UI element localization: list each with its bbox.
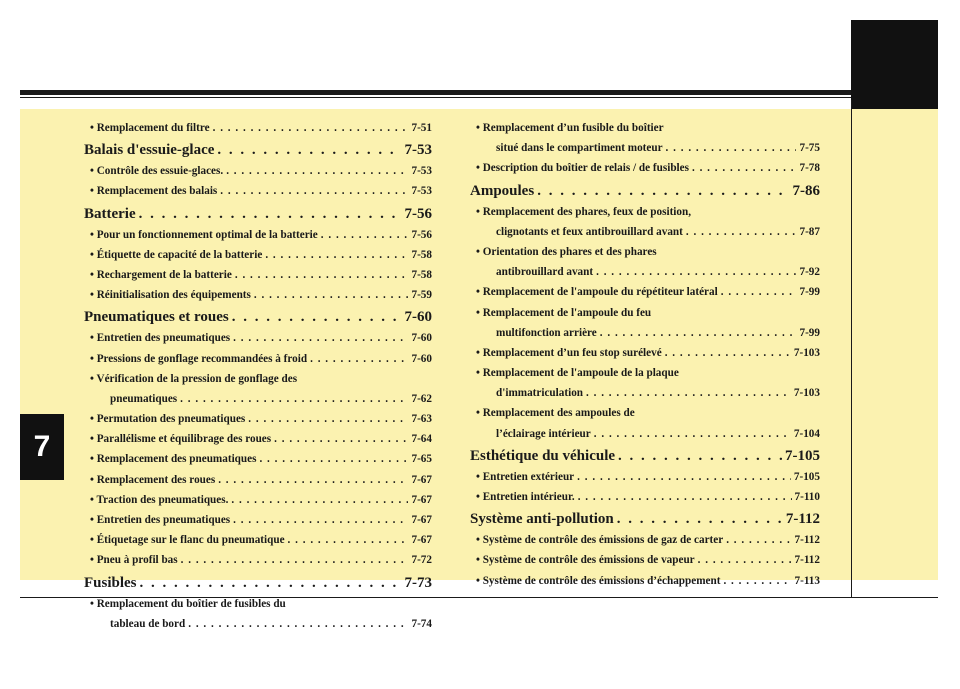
toc-entry-title: situé dans le compartiment moteur xyxy=(496,142,663,155)
chapter-tab: 7 xyxy=(20,414,64,480)
dot-leader xyxy=(721,287,797,298)
toc-page-number: 7-99 xyxy=(799,286,820,299)
toc-entry[interactable] xyxy=(470,247,820,267)
toc-page-number: 7-58 xyxy=(411,248,432,261)
toc-entry-title: • Vérification de la pression de gonflage des xyxy=(90,372,298,385)
toc-page-number: 7-53 xyxy=(411,185,432,198)
toc-entry-title: multifonction arrière xyxy=(496,326,597,339)
toc-entry-title: Pneumatiques et roues xyxy=(84,309,229,326)
toc-entry[interactable] xyxy=(470,535,820,555)
toc-page-number: 7-67 xyxy=(411,534,432,547)
toc-section[interactable] xyxy=(470,512,820,535)
toc-entry-title: • Étiquette de capacité de la batterie xyxy=(90,248,263,261)
toc-page-number: 7-78 xyxy=(799,162,820,175)
toc-page-number: 7-63 xyxy=(411,413,432,426)
toc-entry[interactable] xyxy=(84,414,432,434)
toc-entry-title: • Pour un fonctionnement optimal de la batterie xyxy=(90,228,318,241)
toc-entry-title: • Orientation des phares et des phares xyxy=(476,245,657,258)
dot-leader xyxy=(265,250,408,261)
toc-page-number: 7-67 xyxy=(411,514,432,526)
dot-leader xyxy=(321,230,409,241)
dot-leader xyxy=(231,495,408,506)
toc-entry-title: • Contrôle des essuie-glaces. xyxy=(90,165,224,178)
toc-page-number: 7-53 xyxy=(411,165,432,178)
toc-entry-title: • Remplacement des ampoules de xyxy=(476,407,635,420)
toc-page-number: 7-105 xyxy=(785,447,820,464)
toc-entry[interactable] xyxy=(84,123,432,143)
toc-page-number: 7-105 xyxy=(793,470,820,483)
toc-entry[interactable] xyxy=(84,374,432,394)
toc-page-number: 7-60 xyxy=(411,352,432,365)
toc-entry[interactable] xyxy=(84,166,432,186)
toc-entry-title: Balais d'essuie-glace xyxy=(84,142,215,159)
toc-section[interactable] xyxy=(84,143,432,166)
toc-entry-title: clignotants et feux antibrouillard avant xyxy=(496,225,683,238)
toc-entry[interactable] xyxy=(470,163,820,183)
toc-page-number: 7-92 xyxy=(799,266,820,279)
toc-page-number: 7-56 xyxy=(404,205,432,222)
toc-entry-title: • Rechargement de la batterie xyxy=(90,268,232,281)
toc-entry-title: l’éclairage intérieur xyxy=(496,427,591,440)
toc-page-number: 7-113 xyxy=(794,574,820,587)
toc-page-number: 7-53 xyxy=(404,142,432,159)
toc-page-number: 7-103 xyxy=(793,346,820,359)
toc-entry-title: • Système de contrôle des émissions d’échappement xyxy=(476,574,721,587)
dot-leader xyxy=(232,310,402,325)
corner-block xyxy=(851,20,938,110)
toc-page-number: 7-112 xyxy=(794,534,820,547)
toc-page-number: 7-64 xyxy=(411,433,432,446)
toc-page-number: 7-65 xyxy=(411,453,432,466)
toc-entry[interactable] xyxy=(470,207,820,227)
toc-page-number: 7-73 xyxy=(404,574,432,591)
toc-page-number: 7-103 xyxy=(793,387,820,400)
toc-entry-title: • Étiquetage sur le flanc du pneumatique xyxy=(90,534,285,547)
toc-entry-title: • Réinitialisation des équipements xyxy=(90,289,251,302)
toc-entry[interactable] xyxy=(84,535,432,555)
dot-leader xyxy=(180,394,408,405)
dot-leader xyxy=(578,492,792,503)
toc-page-number: 7-60 xyxy=(411,332,432,345)
dot-leader xyxy=(235,270,409,281)
toc-entry[interactable] xyxy=(84,354,432,374)
toc-entry-title: • Entretien extérieur xyxy=(476,470,575,483)
toc-section[interactable] xyxy=(470,184,820,207)
toc-entry-title: • Remplacement des pneumatiques xyxy=(90,453,257,466)
toc-entry-title: • Remplacement du boîtier de fusibles du xyxy=(90,597,286,610)
toc-entry-title: • Remplacement des roues xyxy=(90,473,216,486)
toc-entry[interactable] xyxy=(470,368,820,388)
dot-leader xyxy=(618,449,782,464)
dot-leader xyxy=(617,512,783,527)
toc-entry-title: Système anti-pollution xyxy=(470,511,614,528)
toc-entry[interactable] xyxy=(84,434,432,454)
toc-entry[interactable] xyxy=(470,143,820,163)
top-rule-thin xyxy=(20,97,938,98)
dot-leader xyxy=(310,354,408,365)
toc-entry-title: Fusibles xyxy=(84,574,137,591)
dot-leader xyxy=(686,227,797,238)
toc-entry-title: • Système de contrôle des émissions de gaz de carter xyxy=(476,534,724,547)
toc-entry[interactable] xyxy=(470,576,820,596)
toc-entry-title: • Remplacement du filtre xyxy=(90,122,210,134)
toc-entry[interactable] xyxy=(470,388,820,408)
toc-page-number: 7-59 xyxy=(411,289,432,302)
toc-page-number: 7-67 xyxy=(411,473,432,486)
toc-page-number: 7-86 xyxy=(792,182,820,199)
toc-entry-title: • Traction des pneumatiques. xyxy=(90,493,229,506)
toc-page-number: 7-99 xyxy=(799,326,820,339)
dot-leader xyxy=(217,143,401,158)
dot-leader xyxy=(220,186,408,197)
dot-leader xyxy=(288,535,409,546)
toc-entry-title: • Remplacement des balais xyxy=(90,185,218,198)
toc-page-number: 7-75 xyxy=(799,142,820,155)
toc-left-column xyxy=(84,123,432,639)
toc-entry-title: pneumatiques xyxy=(110,392,178,405)
dot-leader xyxy=(248,414,408,425)
dot-leader xyxy=(254,290,409,301)
dot-leader xyxy=(259,454,408,465)
toc-entry[interactable] xyxy=(84,495,432,515)
toc-entry[interactable] xyxy=(84,290,432,310)
toc-entry[interactable] xyxy=(84,270,432,290)
toc-entry[interactable] xyxy=(84,394,432,414)
dot-leader xyxy=(586,388,791,399)
toc-page-number: 7-56 xyxy=(411,228,432,241)
dot-leader xyxy=(596,267,796,278)
margin-rule xyxy=(851,100,852,597)
toc-entry-title: antibrouillard avant xyxy=(496,266,594,279)
top-rule xyxy=(20,90,938,95)
toc-entry[interactable] xyxy=(84,333,432,353)
toc-page-number: 7-110 xyxy=(794,491,820,503)
toc-entry-title: • Entretien intérieur. xyxy=(476,491,575,503)
toc-page-number: 7-51 xyxy=(411,122,432,134)
toc-right-column xyxy=(470,123,820,596)
toc-entry[interactable] xyxy=(470,267,820,287)
dot-leader xyxy=(600,328,797,339)
toc-entry[interactable] xyxy=(84,186,432,206)
dot-leader xyxy=(577,472,791,483)
toc-entry-title: Batterie xyxy=(84,205,136,222)
toc-section[interactable] xyxy=(84,207,432,230)
toc-entry-title: • Remplacement de l'ampoule de la plaque xyxy=(476,367,679,380)
toc-entry-title: Ampoules xyxy=(470,182,535,199)
toc-entry[interactable] xyxy=(470,123,820,143)
toc-page-number: 7-72 xyxy=(411,554,432,567)
dot-leader xyxy=(698,555,792,566)
toc-entry-title: • Pneu à profil bas xyxy=(90,554,178,567)
toc-entry-title: • Remplacement de l'ampoule du répétiteur latéral xyxy=(476,286,718,299)
toc-entry[interactable] xyxy=(84,230,432,250)
toc-page-number: 7-104 xyxy=(793,427,820,440)
toc-entry[interactable] xyxy=(470,287,820,307)
toc-entry-title: • Remplacement d’un fusible du boîtier xyxy=(476,122,664,134)
toc-entry-title: Esthétique du véhicule xyxy=(470,447,616,464)
dot-leader xyxy=(181,555,409,566)
toc-entry[interactable] xyxy=(470,555,820,575)
toc-entry[interactable] xyxy=(84,619,432,639)
toc-entry-title: • Remplacement d’un feu stop surélevé xyxy=(476,346,662,359)
toc-entry[interactable] xyxy=(84,599,432,619)
toc-entry-title: • Système de contrôle des émissions de vapeur xyxy=(476,554,695,567)
toc-entry[interactable] xyxy=(470,308,820,328)
toc-entry-title: • Parallélisme et équilibrage des roues xyxy=(90,433,272,446)
toc-entry-title: tableau de bord xyxy=(110,617,186,630)
toc-entry[interactable] xyxy=(470,472,820,492)
dot-leader xyxy=(274,434,408,445)
toc-entry-title: • Entretien des pneumatiques xyxy=(90,514,231,526)
toc-section[interactable] xyxy=(84,576,432,599)
toc-entry-title: • Pressions de gonflage recommandées à froid xyxy=(90,352,308,365)
toc-page-number: 7-87 xyxy=(799,225,820,238)
toc-entry[interactable] xyxy=(84,515,432,535)
dot-leader xyxy=(233,333,408,344)
toc-entry[interactable] xyxy=(470,492,820,512)
dot-leader xyxy=(537,184,789,199)
toc-page-number: 7-58 xyxy=(411,268,432,281)
dot-leader xyxy=(226,166,408,177)
dot-leader xyxy=(594,429,791,440)
dot-leader xyxy=(188,619,408,630)
dot-leader xyxy=(666,143,797,154)
dot-leader xyxy=(140,576,402,591)
toc-page-number: 7-74 xyxy=(411,617,432,630)
toc-entry[interactable] xyxy=(470,408,820,428)
toc-page-number: 7-60 xyxy=(404,309,432,326)
toc-section[interactable] xyxy=(84,310,432,333)
dot-leader xyxy=(139,207,402,222)
toc-entry[interactable] xyxy=(470,348,820,368)
toc-page-number: 7-112 xyxy=(794,554,820,567)
toc-page-number: 7-62 xyxy=(411,392,432,405)
toc-entry[interactable] xyxy=(470,429,820,449)
toc-page-number: 7-112 xyxy=(785,511,820,528)
toc-entry[interactable] xyxy=(84,555,432,575)
toc-entry-title: • Description du boîtier de relais / de fusibles xyxy=(476,162,689,175)
toc-entry-title: • Remplacement des phares, feux de position, xyxy=(476,205,692,218)
toc-entry-title: d'immatriculation xyxy=(496,387,584,400)
toc-entry-title: • Remplacement de l'ampoule du feu xyxy=(476,306,652,319)
dot-leader xyxy=(233,515,408,526)
dot-leader xyxy=(665,348,791,359)
dot-leader xyxy=(726,535,791,546)
dot-leader xyxy=(692,163,797,174)
toc-section[interactable] xyxy=(470,449,820,472)
dot-leader xyxy=(218,475,408,486)
toc-page-number: 7-67 xyxy=(411,493,432,506)
toc-entry-title: • Permutation des pneumatiques xyxy=(90,413,246,426)
dot-leader xyxy=(213,123,409,134)
dot-leader xyxy=(723,576,791,587)
toc-entry[interactable] xyxy=(470,227,820,247)
toc-entry[interactable] xyxy=(470,328,820,348)
toc-entry[interactable] xyxy=(84,454,432,474)
toc-entry[interactable] xyxy=(84,475,432,495)
toc-entry[interactable] xyxy=(84,250,432,270)
toc-entry-title: • Entretien des pneumatiques xyxy=(90,332,231,345)
